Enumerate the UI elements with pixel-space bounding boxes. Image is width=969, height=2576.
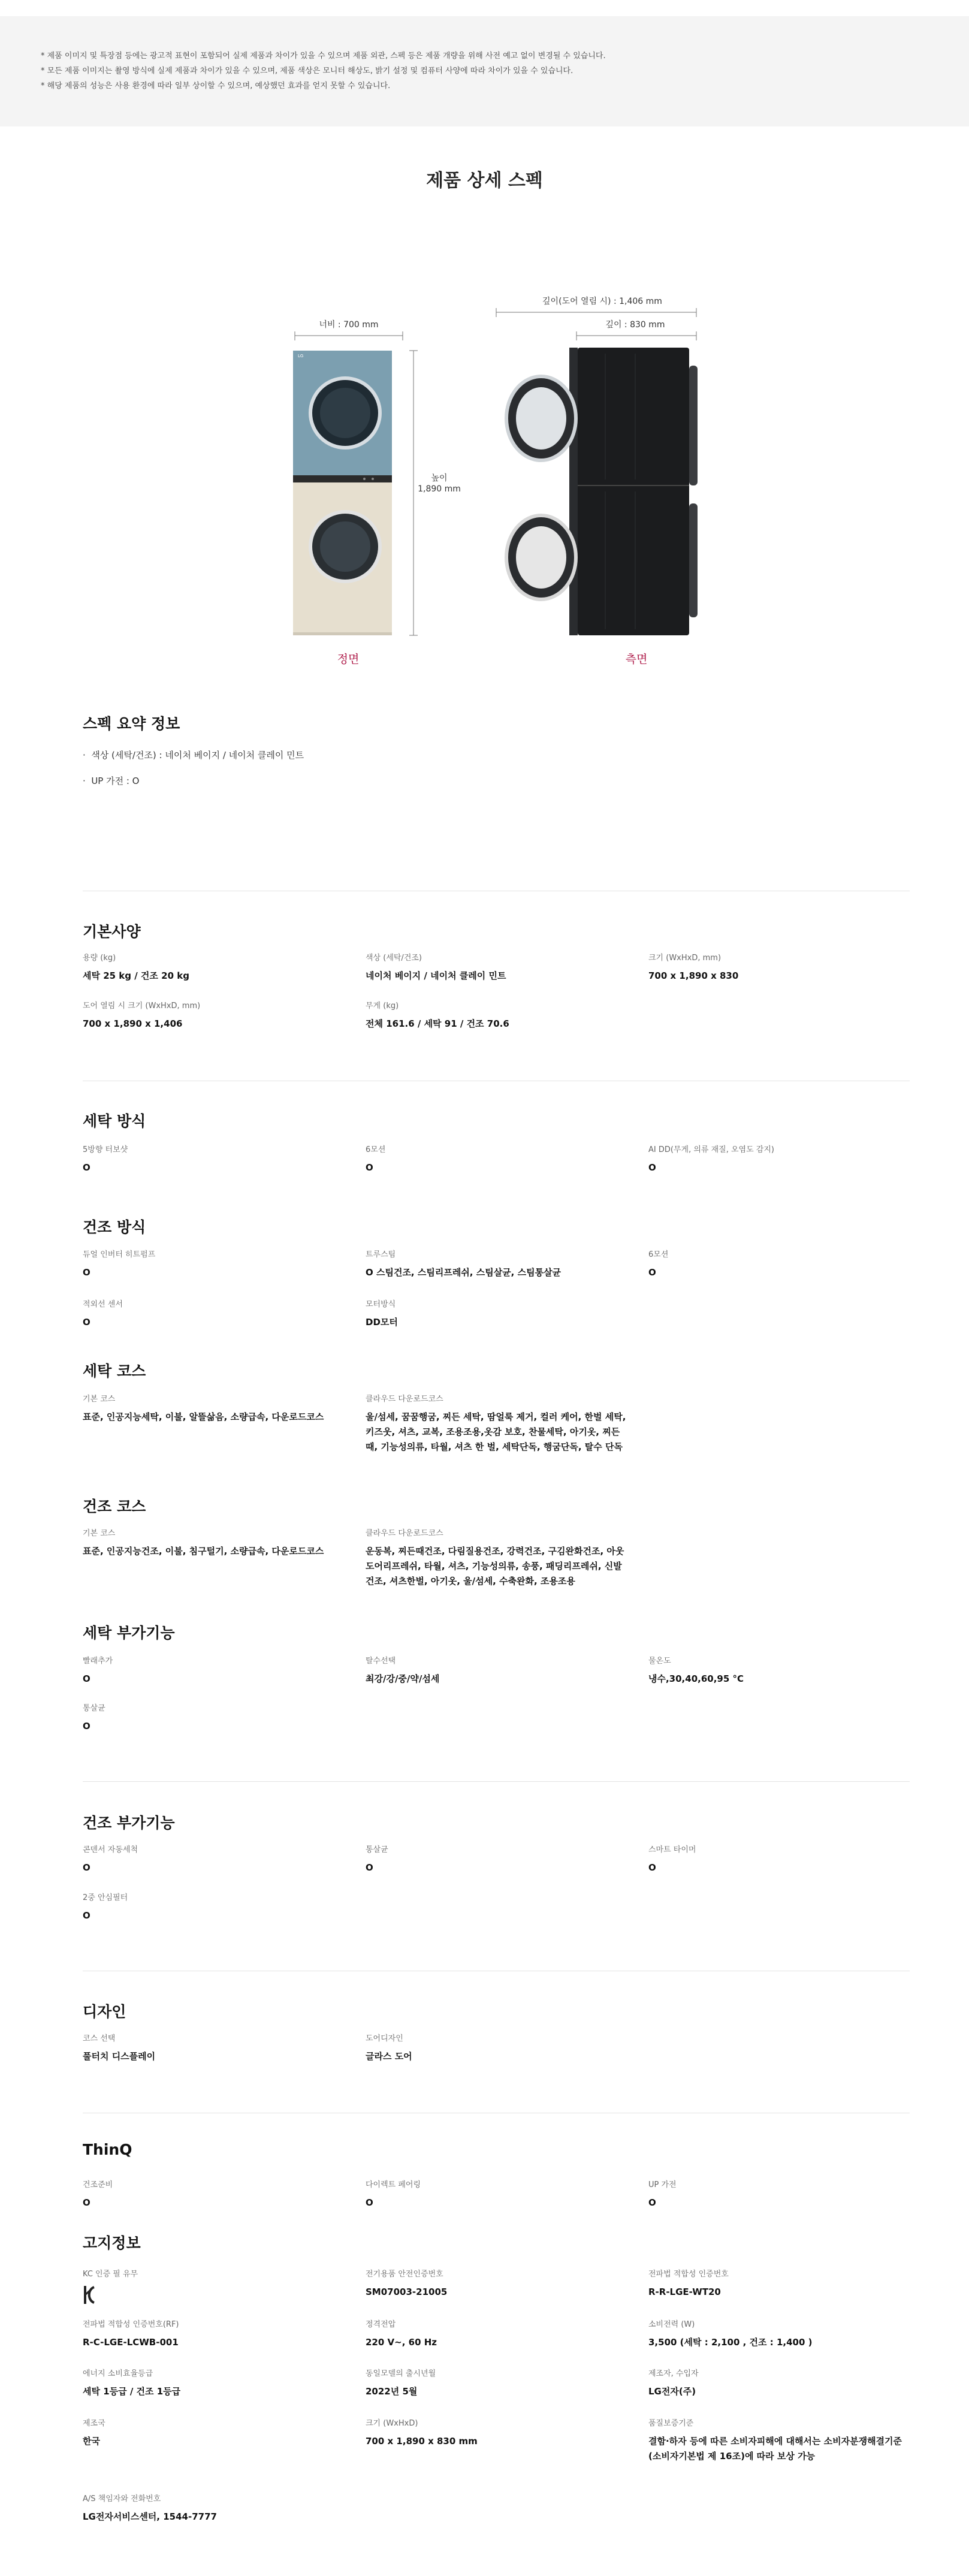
spec-value: 700 x 1,890 x 830 mm: [366, 2436, 478, 2447]
spec-value: O: [83, 1721, 90, 1732]
spec-value: 표준, 인공지능건조, 이불, 침구털기, 소량급속, 다운로드코스: [83, 1546, 324, 1557]
spec-label: KC 인증 필 유무: [83, 2270, 138, 2279]
spec-label: 클라우드 다운로드코스: [366, 1395, 443, 1404]
spec-label: 스마트 타이머: [648, 1845, 696, 1854]
side-view-image: [506, 348, 698, 635]
spec-value: 풀터치 디스플레이: [83, 2051, 156, 2062]
spec-value: 울/섬세, 꿈꿈행굼, 찌든 세탁, 땀얼룩 제거, 컬러 케어, 한벌 세탁, 키즈웃, 셔츠, 교복, 조용조용,옷감 보호, 찬물세탁, 아기옷, 찌든때, 기능성의류, 타월, 셔츠 한 벌, 세탁단독, 행굼단독, 탈수 단독: [366, 1411, 626, 1452]
spec-item: [648, 2269, 912, 2300]
spec-item: [83, 1145, 346, 1175]
spec-item: [366, 953, 629, 984]
spec-item: [648, 1845, 912, 1875]
spec-value: O: [366, 1162, 373, 1173]
notice-box: [0, 16, 969, 126]
spec-label: 전기용품 안전인증번호: [366, 2270, 443, 2279]
section-heading: 세탁 코스: [83, 1362, 146, 1380]
spec-value: O: [83, 1317, 90, 1328]
spec-item: [83, 1656, 346, 1687]
spec-label: 품질보증기준: [648, 2419, 694, 2428]
spec-label: 빨래추가: [83, 1657, 113, 1666]
spec-label: 기본 코스: [83, 1529, 116, 1538]
spec-value: O 스팀건조, 스팀리프레쉬, 스팀살균, 스팀통살균: [366, 1267, 562, 1278]
spec-label: 6모션: [648, 1250, 669, 1259]
spec-label: 적외선 센서: [83, 1300, 123, 1309]
spec-label: 제조국: [83, 2419, 105, 2428]
spec-value: 최강/강/중/약/섬세: [366, 1673, 440, 1684]
spec-label: 6모션: [366, 1145, 386, 1154]
spec-value: 세탁 25 kg / 건조 20 kg: [83, 970, 189, 981]
spec-item: [83, 1528, 346, 1559]
spec-value: 한국: [83, 2436, 100, 2447]
spec-label: 5방향 터보샷: [83, 1145, 128, 1154]
spec-item: [366, 1394, 629, 1455]
spec-value: O: [83, 1862, 90, 1873]
spec-label: 탈수선택: [366, 1657, 396, 1666]
spec-label: A/S 책임자와 전화번호: [83, 2494, 161, 2503]
spec-label: 통살균: [83, 1704, 105, 1713]
spec-label: 코스 선택: [83, 2034, 116, 2043]
spec-value: 글라스 도어: [366, 2051, 412, 2062]
spec-item: [366, 2269, 629, 2300]
spec-value: O: [648, 1162, 656, 1173]
spec-item: [648, 2180, 912, 2210]
spec-label: 콘덴서 자동세척: [83, 1845, 138, 1854]
spec-item: [83, 2494, 346, 2524]
spec-label: 전파법 적합성 인증번호(RF): [83, 2320, 179, 2329]
spec-item: [648, 2369, 912, 2399]
spec-label: 동일모델의 출시년월: [366, 2369, 436, 2378]
section-heading: 건조 코스: [83, 1498, 146, 1515]
spec-item: [366, 2319, 629, 2350]
spec-label: 도어 열림 시 크기 (WxHxD, mm): [83, 1002, 201, 1011]
spec-value: 결함·하자 등에 따른 소비자피해에 대해서는 소비자분쟁해결기준(소비자기본법 제 16조)에 따라 보상 가능: [648, 2436, 902, 2462]
section-heading: 건조 부가기능: [83, 1814, 175, 1832]
spec-label: 클라우드 다운로드코스: [366, 1529, 443, 1538]
spec-value: 전체 161.6 / 세탁 91 / 건조 70.6: [366, 1018, 509, 1029]
spec-value: O: [83, 1673, 90, 1684]
spec-item: [83, 1394, 346, 1425]
spec-item: [366, 1845, 629, 1875]
spec-value: SM07003-21005: [366, 2287, 448, 2297]
spec-value: 3,500 (세탁 : 2,100 , 건조 : 1,400 ): [648, 2337, 813, 2348]
spec-label: AI DD(무게, 의류 재질, 오염도 감지): [648, 1145, 774, 1154]
spec-item: [83, 1299, 346, 1330]
kc-mark-icon: [83, 2285, 346, 2307]
spec-value: O: [648, 1862, 656, 1873]
spec-label: 통살균: [366, 1845, 388, 1854]
spec-item: [83, 2319, 346, 2350]
spec-value: R-C-LGE-LCWB-001: [83, 2337, 179, 2348]
spec-item: [366, 1299, 629, 1330]
spec-value: O: [83, 1910, 90, 1921]
section-heading: 고지정보: [83, 2234, 141, 2252]
spec-value: DD모터: [366, 1317, 398, 1328]
spec-value: O: [83, 1162, 90, 1173]
spec-item: [83, 2418, 346, 2449]
spec-item: [83, 1001, 346, 1031]
spec-item: [83, 2369, 346, 2399]
spec-label: UP 가전: [648, 2180, 677, 2189]
notice-line: * 제품 이미지 및 특장점 등에는 광고적 표현이 포함되어 실제 제품과 차이가 있을 수 있으며 제품 외관, 스펙 등은 제품 개량을 위해 사전 예고 없이 변경될 수 있습니다.: [41, 52, 606, 61]
spec-item: [366, 2369, 629, 2399]
spec-label: 제조자, 수입자: [648, 2369, 699, 2378]
front-caption: 정면: [337, 653, 360, 666]
spec-label: 2중 안심필터: [83, 1893, 128, 1902]
spec-item: [366, 2034, 629, 2064]
spec-value: 세탁 1등급 / 건조 1등급: [83, 2386, 181, 2397]
spec-item: [648, 1656, 912, 1687]
spec-value: O: [83, 2197, 90, 2208]
spec-item: [366, 1145, 629, 1175]
spec-item: [366, 2180, 629, 2210]
spec-item: [648, 1250, 912, 1280]
spec-label: 도어디자인: [366, 2034, 403, 2043]
depth-label: 깊이 : 830 mm: [605, 320, 665, 330]
spec-label: 모터방식: [366, 1300, 396, 1309]
section-heading: 디자인: [83, 2003, 126, 2020]
spec-label: 다이렉트 페어링: [366, 2180, 421, 2189]
spec-label: 듀얼 인버터 히트펌프: [83, 1250, 156, 1259]
spec-value: 2022년 5월: [366, 2386, 418, 2397]
notice-line: * 모든 제품 이미지는 촬영 방식에 실제 제품과 차이가 있을 수 있으며, 제품 색상은 모니터 해상도, 밝기 설정 및 컴퓨터 사양에 따라 차이가 있을 수 있습니다.: [41, 67, 573, 76]
section-heading: 기본사양: [83, 923, 141, 940]
spec-value: 700 x 1,890 x 830: [648, 970, 739, 981]
spec-value: 700 x 1,890 x 1,406: [83, 1018, 183, 1029]
spec-value: O: [83, 1267, 90, 1278]
spec-label: 물온도: [648, 1657, 671, 1666]
height-value: 1,890 mm: [418, 484, 461, 494]
spec-label: 무게 (kg): [366, 1002, 399, 1011]
spec-value: O: [366, 1862, 373, 1873]
page-title: 제품 상세 스펙: [426, 170, 543, 191]
spec-item: [366, 2418, 629, 2449]
spec-label: 기본 코스: [83, 1395, 116, 1404]
spec-value: 220 V~, 60 Hz: [366, 2337, 437, 2348]
spec-item: [366, 1250, 629, 1280]
spec-label: 정격전압: [366, 2320, 396, 2329]
spec-item: [648, 2319, 912, 2350]
spec-item: [83, 1893, 346, 1923]
section-heading: 세탁 방식: [83, 1112, 146, 1130]
summary-item: · UP 가전 : O: [83, 776, 140, 786]
spec-item: [648, 1145, 912, 1175]
spec-item: [83, 1250, 346, 1280]
spec-value: 운동복, 찌든때건조, 다림질용건조, 강력건조, 구김완화건조, 아웃도어리프레쉬, 타월, 셔츠, 기능성의류, 송풍, 패딩리프레쉬, 신발건조, 셔츠한벌, 아기옷, 울/섬세, 수축완화, 조용조용: [366, 1546, 624, 1586]
spec-label: 소비전력 (W): [648, 2320, 695, 2329]
spec-item: [83, 2034, 346, 2064]
notice-line: * 해당 제품의 성능은 사용 환경에 따라 일부 상이할 수 있으며, 예상했던 효과를 얻지 못할 수 있습니다.: [41, 82, 391, 91]
spec-item: [83, 1845, 346, 1875]
summary-item: · 색상 (세탁/건조) : 네이처 베이지 / 네이처 클레이 민트: [83, 750, 304, 761]
spec-value: O: [648, 2197, 656, 2208]
front-view-image: [293, 351, 392, 635]
spec-label: 용량 (kg): [83, 954, 116, 963]
spec-label: 크기 (WxHxD, mm): [648, 954, 722, 963]
spec-value: 표준, 인공지능세탁, 이불, 알뜰삶음, 소량급속, 다운로드코스: [83, 1411, 324, 1422]
spec-label: 건조준비: [83, 2180, 113, 2189]
spec-value: 네이처 베이지 / 네이처 클레이 민트: [366, 970, 506, 981]
spec-item: [83, 1703, 346, 1734]
spec-value: LG전자서비스센터, 1544-7777: [83, 2511, 217, 2522]
spec-value: R-R-LGE-WT20: [648, 2287, 721, 2297]
height-label: 높이: [431, 473, 448, 483]
spec-label: 에너지 소비효율등급: [83, 2369, 153, 2378]
spec-label: 트루스팀: [366, 1250, 396, 1259]
spec-item: [83, 2269, 346, 2307]
spec-value: O: [648, 1267, 656, 1278]
section-heading: ThinQ: [83, 2141, 132, 2158]
spec-label: 크기 (WxHxD): [366, 2419, 418, 2428]
spec-item: [366, 1656, 629, 1687]
spec-label: 전파법 적합성 인증번호: [648, 2270, 729, 2279]
side-caption: 측면: [625, 653, 648, 666]
width-label: 너비 : 700 mm: [319, 320, 379, 330]
summary-heading: 스펙 요약 정보: [83, 715, 180, 732]
spec-value: 냉수,30,40,60,95 °C: [648, 1673, 744, 1684]
section-heading: 건조 방식: [83, 1218, 146, 1236]
product-dimension-diagram: [0, 288, 969, 677]
spec-label: 색상 (세탁/건조): [366, 954, 422, 963]
spec-item: [83, 2180, 346, 2210]
spec-value: LG전자(주): [648, 2386, 696, 2397]
spec-value: O: [366, 2197, 373, 2208]
spec-item: [83, 953, 346, 984]
spec-item: [366, 1528, 629, 1589]
door-open-depth-label: 깊이(도어 열림 시) : 1,406 mm: [542, 297, 662, 306]
spec-item: [648, 2418, 912, 2464]
spec-item: [366, 1001, 629, 1031]
section-heading: 세탁 부가기능: [83, 1624, 175, 1642]
section-divider: [83, 1781, 910, 1782]
spec-item: [648, 953, 912, 984]
brand-logo: LG: [298, 354, 304, 358]
